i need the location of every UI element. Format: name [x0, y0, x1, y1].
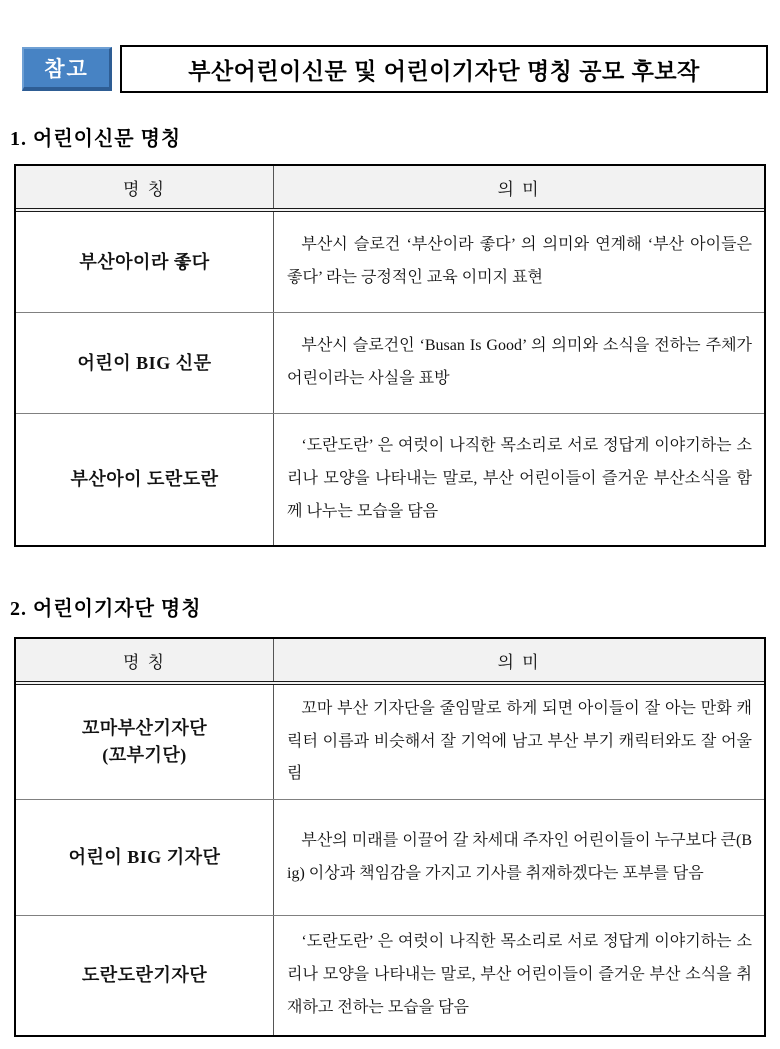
name-cell	[16, 685, 274, 799]
candidate-name: 부산아이 도란도란	[70, 469, 219, 489]
table-row	[16, 413, 764, 545]
candidate-meaning: 부산의 미래를 이끌어 갈 차세대 주자인 어린이들이 누구보다 큰(Big) 이상과 책임감을 가지고 기사를 취재하겠다는 포부를 담음	[287, 831, 752, 882]
meaning-cell	[274, 800, 764, 915]
name-cell	[16, 313, 274, 413]
section-heading-reporters: 2. 어린이기자단 명칭	[10, 598, 202, 620]
table-row	[16, 915, 764, 1035]
reference-badge: 참고	[22, 47, 112, 91]
candidate-meaning: 부산시 슬로건인 ‘Busan Is Good’ 의 의미와 소식을 전하는 주체가 어린이라는 사실을 표방	[287, 337, 752, 387]
name-cell	[16, 212, 274, 312]
table-header-row	[16, 166, 764, 212]
candidate-meaning: ‘도란도란’ 은 여럿이 나직한 목소리로 서로 정답게 이야기하는 소리나 모양을 나타내는 말로, 부산 어린이들이 즐거운 부산 소식을 취재하고 전하는 모습을 담음	[287, 933, 752, 1016]
meaning-cell	[274, 916, 764, 1035]
name-cell	[16, 916, 274, 1035]
candidate-name-abbreviation: (꼬부기단)	[102, 745, 187, 765]
meaning-cell	[274, 313, 764, 413]
table-row	[16, 685, 764, 799]
candidate-name: 부산아이라 좋다	[79, 251, 210, 272]
candidate-meaning: 부산시 슬로건 ‘부산이라 좋다’ 의 의미와 연계해 ‘부산 아이들은 좋다’ 라는 긍정적인 교육 이미지 표현	[287, 236, 752, 286]
candidate-meaning: ‘도란도란’ 은 여럿이 나직한 목소리로 서로 정답게 이야기하는 소리나 모양을 나타내는 말로, 부산 어린이들이 즐거운 부산소식을 함께 나누는 모습을 담음	[287, 437, 752, 520]
section-heading-newspaper: 1. 어린이신문 명칭	[10, 128, 182, 150]
newspaper-name-table	[14, 164, 766, 547]
table-row	[16, 312, 764, 413]
candidate-name: 어린이 BIG 신문	[77, 352, 212, 373]
candidate-meaning: 꼬마 부산 기자단을 줄임말로 하게 되면 아이들이 잘 아는 만화 캐릭터 이름과 비슷해서 잘 기억에 남고 부산 부기 캐릭터와도 잘 어울림	[287, 699, 752, 783]
candidate-name: 어린이 BIG 기자단	[68, 847, 221, 867]
table-row	[16, 799, 764, 915]
name-cell	[16, 800, 274, 915]
meaning-cell	[274, 212, 764, 312]
column-header-name: 명 칭	[16, 166, 274, 208]
column-header-name: 명 칭	[16, 639, 274, 681]
table-row	[16, 212, 764, 312]
column-header-meaning: 의 미	[497, 179, 541, 199]
meaning-cell	[274, 685, 764, 799]
reporter-name-table	[14, 637, 766, 1037]
candidate-name: 꼬마부산기자단	[81, 718, 208, 738]
page-title: 부산어린이신문 및 어린이기자단 명칭 공모 후보작	[120, 45, 768, 93]
name-cell	[16, 414, 274, 545]
candidate-name: 도란도란기자단	[81, 965, 208, 985]
meaning-cell	[274, 414, 764, 545]
column-header-meaning: 의 미	[497, 652, 541, 672]
table-header-row	[16, 639, 764, 685]
